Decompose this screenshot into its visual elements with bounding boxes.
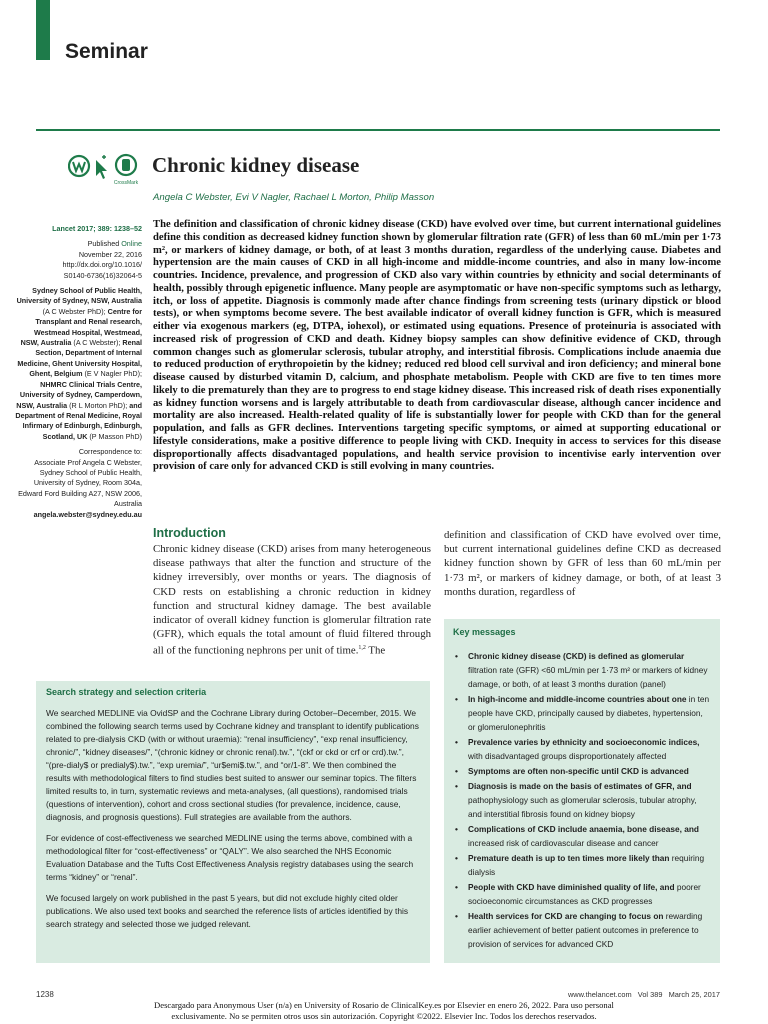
affiliation-2-name: Centre for Transplant and Renal research, Westmead Hospital, Westmead, NSW, Australia xyxy=(20,306,142,348)
affiliation-3-name: Renal Section, Department of Internal Medicine, Ghent University Hospital, Ghent, Belgium xyxy=(17,338,142,379)
doi-code: S0140-6736(16)32064-5 xyxy=(63,270,142,280)
key-messages-panel xyxy=(444,619,720,963)
published-online: Online xyxy=(121,239,142,249)
header-rule xyxy=(36,129,720,131)
affiliation-2-person: (A C Webster); xyxy=(73,338,121,348)
footer-citation xyxy=(568,990,720,999)
affiliation-1-name: Sydney School of Public Health, University of Sydney, NSW, Australia xyxy=(16,286,142,306)
page-number: 1238 xyxy=(36,990,54,999)
footer-volume: Vol 389 xyxy=(637,990,663,999)
introduction-col1-text: Chronic kidney disease (CKD) arises from many heterogeneous disease pathways that alter the function and structure of the kidney irreversibly, over months or years. The diagnosis of CKD rests on establishing a chronic reduction in kidney function and structural kidney damage. The best available indicator of overall kidney function is glomerular filtration rate (GFR), which equals the total amount of fluid filtered through all of the functioning nephrons per unit of time. xyxy=(153,543,431,658)
journal-reference: Lancet 2017; 389: 1238–52 xyxy=(52,224,142,233)
citation-marker[interactable]: 1,2 xyxy=(358,645,366,652)
key-messages-list xyxy=(453,649,712,951)
section-color-bar xyxy=(36,0,50,60)
key-message-item: • Diagnosis is made on the basis of estimates of GFR, and pathophysiology such as glomerular sclerosis, tubular atrophy, and interstitial fibrosis found on kidney biopsy xyxy=(455,781,697,819)
crossmark-icon[interactable] xyxy=(114,155,139,186)
cursor-icon xyxy=(96,155,107,179)
search-panel-paragraph: We searched MEDLINE via OvidSP and the Cochrane Library during October–December, 2015. We combined the following search terms used by Cochrane kidney and transplant to identify publications related to pre-dialysis CKD (with or without uraemia): “renal insufficiency”, “exp renal insufficiency, chronic/”, “kidney diseases/”, “(chronic kidney or chronic renal).tw.”, “(ckf or ckd or crf or crd).tw.”, “(pre-dialy$ or predialy$).tw.”, “exp uremia/”, “ur$emi$.tw.”, and “or/1-8”. We then combined the results with methodological filters to find studies best suited to answer our seminar topics. The filters limited results to, in turn, systematic reviews and meta-analyses, (all questions), randomised trials (questions of intervention), cohort and cross sectional studies (for prevalence, incidence, cause, diagnosis, and prognosis questions). Full strategies are available from the authors. xyxy=(46,708,419,822)
footer-site[interactable]: www.thelancet.com xyxy=(567,990,632,999)
open-access-icon xyxy=(69,156,89,176)
key-message-item: • Symptoms are often non-specific until CKD is advanced xyxy=(455,766,689,776)
affiliation-3-person: (E V Nagler PhD); xyxy=(84,369,142,379)
abstract: The definition and classification of chronic kidney disease (CKD) have evolved over time, but current international guidelines define this condition as decreased kidney function shown by glomerular filtration rate (GFR) of less than 60 mL/min per 1·73 m², or markers of kidney damage, or both, of at least 3 months duration, regardless of the underlying cause. Diabetes and hypertension are the main causes of CKD in all high-income and middle-income countries, and also in many low-income countries. Incidence, prevalence, and progression of CKD also vary within countries by ethnicity and social determinants of health, possibly through epigenetic influence. Many people are asymptomatic or have non-specific symptoms such as lethargy, itch, or loss of appetite. Diagnosis is commonly made after chance findings from screening tests (urinary dipstick or blood tests), or when symptoms become severe. The best available indicator of overall kidney function is GFR, which is measured either via exogenous markers (eg, DTPA, iohexol), or estimated using equations. Presence of proteinuria is associated with increased risk of progression of CKD and death. Kidney biopsy samples can show definitive evidence of CKD, through common changes such as glomerular sclerosis, tubular atrophy, and interstitial fibrosis. Complications include anaemia due to reduced production of erythropoietin by the kidney; reduced red blood cell survival and iron deficiency; and mineral bone disease caused by disturbed vitamin D, calcium, and phosphate metabolism. People with CKD are five to ten times more likely to die prematurely than they are to progress to end stage kidney disease. This increased risk of death rises exponentially as kidney function worsens and is largely attributable to death from cardiovascular disease, although cancer incidence and mortality are also increased. Health-related quality of life is substantially lower for people with CKD than for the general population, and falls as GFR declines. Interventions targeting specific symptoms, or aimed at supporting educational or lifestyle considerations, make a positive difference to people living with CKD. Inequity in access to services for this disease disproportionally affects disadvantaged populations, and health service provision to incentivise early intervention over provision of care only for advanced CKD is still evolving in many countries. xyxy=(153,219,721,473)
introduction-col1-tail: The xyxy=(365,645,386,658)
key-message-item: • Premature death is up to ten times more likely than requiring dialysis xyxy=(455,853,705,877)
affiliation-4-name: NHMRC Clinical Trials Centre, University of Sydney, Camperdown, NSW, Australia xyxy=(16,379,142,410)
affiliation-5-person: (P Masson PhD) xyxy=(89,431,142,441)
search-panel-paragraph: For evidence of cost-effectiveness we searched MEDLINE using the terms above, combined with a methodological filter for “cost-effectiveness” or “QALY”. We also searched the NHS Economic Evaluation Database and the Tufts Cost Effectiveness Analysis registry databases using the search terms “kidney” or “renal”. xyxy=(46,833,414,882)
article-title: Chronic kidney disease xyxy=(152,153,360,177)
search-strategy-panel xyxy=(36,681,430,963)
affiliation-1-person: (A C Webster PhD); xyxy=(42,306,106,316)
key-message-item: • Health services for CKD are changing to focus on rewarding earlier achievement of better patient outcomes in preference to provision of services for advanced CKD xyxy=(455,911,703,949)
search-panel-paragraph: We focused largely on work published in the past 5 years, but did not exclude highly cited older publications. We also used text books and searched the reference lists of articles identified by this search strategy and selected those we judged relevant. xyxy=(46,893,409,929)
published-prefix: Published xyxy=(87,239,120,249)
article-badges xyxy=(68,152,142,190)
disclaimer-line-2: exclusivamente. No se permiten otros usos sin autorización. Copyright ©2022. Elsevier Inc. Todos los derechos reservados. xyxy=(171,1011,597,1021)
doi-link[interactable]: http://dx.doi.org/10.1016/ xyxy=(62,260,142,270)
introduction-column-1 xyxy=(153,542,431,658)
disclaimer-line-1: Descargado para Anonymous User (n/a) en University of Rosario de ClinicalKey.es por Elsevier en enero 26, 2022. Para uso personal xyxy=(154,1000,614,1010)
published-date: November 22, 2016 xyxy=(78,249,142,259)
affiliation-4-and: and xyxy=(129,400,142,410)
introduction-heading: Introduction xyxy=(153,526,226,540)
author-list: Angela C Webster, Evi V Nagler, Rachael L Morton, Philip Masson xyxy=(153,192,435,203)
introduction-column-2: definition and classification of CKD have evolved over time, but current international guidelines define CKD as decreased kidney function shown by GFR of less than 60 mL/min per 1·73 m², or markers of kidney damage, or both, of at least 3 months duration, regardless of xyxy=(444,529,721,598)
correspondence-email[interactable]: angela.webster@sydney.edu.au xyxy=(33,509,142,519)
correspondence-label: Correspondence to: xyxy=(78,447,142,457)
key-message-item: • In high-income and middle-income countries about one in ten people have CKD, principally caused by diabetes, hypertension, or glomerulonephritis xyxy=(455,694,710,732)
crossmark-label: CrossMark xyxy=(113,180,139,186)
article-sidebar xyxy=(14,224,142,525)
key-message-item: • People with CKD have diminished quality of life, and poorer socioeconomic circumstances as CKD progresses xyxy=(455,882,701,906)
key-messages-title: Key messages xyxy=(453,627,516,637)
key-message-item: • Complications of CKD include anaemia, bone disease, and increased risk of cardiovascular disease and cancer xyxy=(455,824,699,848)
affiliation-4-person: (R L Morton PhD); xyxy=(69,400,128,410)
key-message-item: • Chronic kidney disease (CKD) is defined as glomerular filtration rate (GFR) <60 mL/min per 1·73 m² or markers of kidney damage, or both, of at least 3 months duration (panel) xyxy=(455,651,708,689)
key-message-item: • Prevalence varies by ethnicity and socioeconomic indices, with disadvantaged groups disproportionately affected xyxy=(455,737,700,761)
correspondence-address: Associate Prof Angela C Webster, Sydney School of Public Health, University of Sydney, Room 304a, Edward Ford Building A27, NSW 2006, Australia xyxy=(18,457,142,509)
search-panel-title: Search strategy and selection criteria xyxy=(46,687,207,697)
affiliation-5-name: Department of Renal Medicine, Royal Infirmary of Edinburgh, Edinburgh, Scotland, UK xyxy=(15,410,142,441)
section-label: Seminar xyxy=(65,40,148,63)
footer-date: March 25, 2017 xyxy=(668,990,720,999)
